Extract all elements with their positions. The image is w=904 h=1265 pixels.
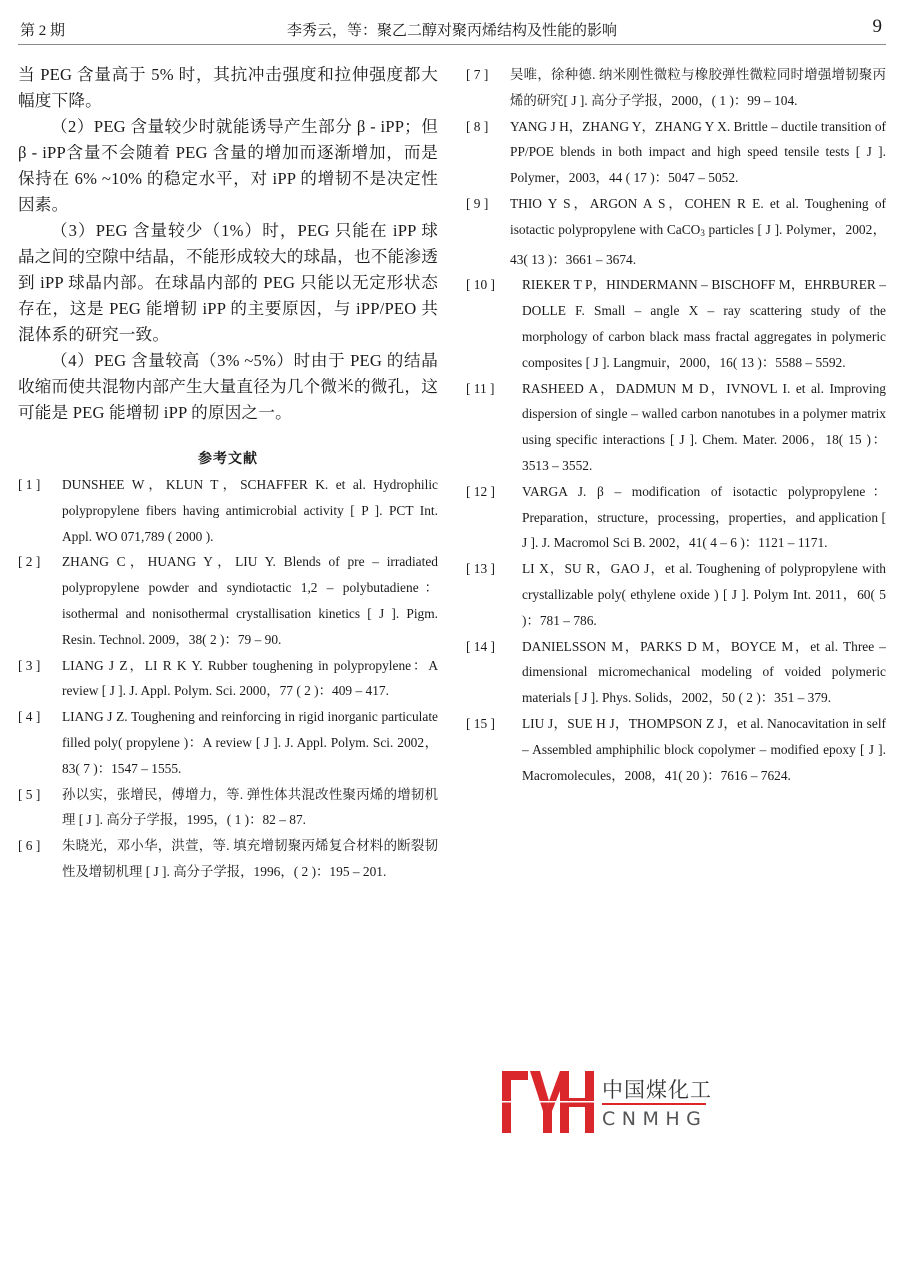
logo-name-cn: 中国煤化工 — [602, 1078, 712, 1102]
reference-text: YANG J H，ZHANG Y，ZHANG Y X. Brittle – ductile transition of PP/POE blends in both impact and high speed tensile tests [ J ]. Polymer，2003，44 ( 17 )：5047 – 5052. — [510, 118, 887, 186]
reference-number: [ 12 ] — [466, 483, 496, 499]
reference-number: [ 11 ] — [466, 380, 495, 396]
page-header — [18, 12, 886, 45]
reference-number: [ 6 ] — [18, 838, 41, 854]
left-column — [18, 62, 438, 885]
reference-item — [18, 549, 438, 652]
reference-text: RASHEED A，DADMUN M D，IVNOVL I. et al. Improving dispersion of single – walled carbon nanotubes in a polymer matrix using specific interactions [ J ]. Chem. Mater. 2006，18( 15 )：3513 – 3552. — [522, 380, 886, 473]
reference-item — [18, 472, 438, 549]
reference-item — [466, 479, 886, 556]
reference-item — [466, 376, 886, 479]
reference-number: [ 10 ] — [466, 277, 496, 293]
reference-number: [ 8 ] — [466, 118, 489, 134]
reference-number: [ 9 ] — [466, 195, 489, 211]
reference-item — [466, 62, 886, 114]
reference-number: [ 3 ] — [18, 657, 41, 673]
reference-text: LIANG J Z. Toughening and reinforcing in rigid inorganic particulate filled poly( propylene )：A review [ J ]. J. Appl. Polym. Sci. 2002，83( 7 )：1547 – 1555. — [62, 709, 438, 776]
subscript: 3 — [700, 227, 705, 238]
reference-text — [510, 196, 886, 267]
reference-text-part: particles [ J ]. Polymer，2002，43( 13 )：3661 – 3674. — [510, 221, 887, 267]
page-number: 9 — [872, 16, 882, 37]
reference-number: [ 7 ] — [466, 67, 489, 82]
reference-text: LIU J，SUE H J，THOMPSON Z J，et al. Nanocavitation in self – Assembled amphiphilic block copolymer – modified epoxy [ J ]. Macromolecules，2008，41( 20 )：7616 – 7624. — [522, 715, 886, 783]
reference-text: ZHANG C，HUANG Y，LIU Y. Blends of pre – irradiated polypropylene powder and syndiotactic 1,2 – polybutadiene：isothermal and nonisothermal crystallisation kinetics [ J ]. Pigm. Resin. Technol. 2009，38( 2 )：79 – 90. — [62, 554, 438, 647]
reference-item — [466, 114, 886, 191]
logo-name-en: CNMHG — [602, 1108, 708, 1130]
reference-item — [466, 634, 886, 711]
reference-number: [ 14 ] — [466, 638, 496, 654]
reference-number: [ 1 ] — [18, 477, 41, 492]
mh-monogram-icon — [502, 1071, 594, 1133]
references-heading: 参考文献 — [198, 451, 258, 467]
reference-text: RIEKER T P，HINDERMANN – BISCHOFF M，EHRBURER – DOLLE F. Small – angle X – ray scattering study of the morphology of carbon black mass fractal aggregates in polymeric composites [ J ]. Langmuir，2000，16( 13 )：5588 – 5592. — [522, 277, 886, 370]
publisher-logo — [502, 1071, 712, 1135]
reference-item — [18, 782, 438, 834]
reference-item — [466, 272, 886, 375]
reference-item — [18, 704, 438, 781]
reference-text: 朱晓光，邓小华，洪萱，等. 填充增韧聚丙烯复合材料的断裂韧性及增韧机理 [ J ]. 高分子学报，1996，( 2 )：195 – 201. — [62, 838, 438, 879]
running-title: 李秀云，等：聚乙二醇对聚丙烯结构及性能的影响 — [286, 23, 617, 39]
reference-text: LIANG J Z，LI R K Y. Rubber toughening in polypropylene：A review [ J ]. J. Appl. Polym. Sci. 2000，77 ( 2 )：409 – 417. — [62, 657, 438, 699]
issue-label: 第 2 期 — [20, 23, 66, 39]
reference-number: [ 2 ] — [18, 554, 41, 570]
reference-text: LI X，SU R，GAO J，et al. Toughening of polypropylene with crystallizable poly( ethylene oxide ) [ J ]. Polym Int. 2011，60( 5 )：781 – 786. — [522, 561, 886, 628]
reference-item — [466, 556, 886, 633]
reference-text: DANIELSSON M，PARKS D M，BOYCE M，et al. Three – dimensional micromechanical modeling of voided polymeric materials [ J ]. Phys. Solids，2002，50 ( 2 )：351 – 379. — [522, 638, 886, 706]
logo-divider — [602, 1103, 706, 1105]
reference-number: [ 13 ] — [466, 561, 496, 577]
body-paragraph: （2）PEG 含量较少时就能诱导产生部分 β - iPP；但β - iPP含量不会随着 PEG 含量的增加而逐渐增加，而是保持在 6% ~10% 的稳定水平，对 iPP 的增韧不是决定性因素。 — [18, 117, 438, 214]
reference-text: VARGA J. β – modification of isotactic polypropylene：Preparation，structure，processing，properties，and application [ J ]. J. Macromol Sci B. 2002，41( 4 – 6 )：1121 – 1171. — [522, 483, 886, 551]
reference-number: [ 15 ] — [466, 715, 496, 731]
reference-text: DUNSHEE W，KLUN T，SCHAFFER K. et al. Hydrophilic polypropylene fibers having antimicrobial activity [ P ]. PCT Int. Appl. WO 071,789 ( 2000 ). — [62, 477, 438, 544]
body-paragraph: （3）PEG 含量较少（1%）时，PEG 只能在 iPP 球晶之间的空隙中结晶，不能形成较大的球晶，也不能渗透到 iPP 球晶内部。在球晶内部的 PEG 只能以无定形状态存在，这是 PEG 能增韧 iPP 的主要原因，与 iPP/PEO 共混体系的研究一致。 — [18, 221, 438, 344]
reference-item — [18, 653, 438, 705]
right-column — [466, 62, 886, 788]
reference-item — [18, 833, 438, 885]
reference-item — [466, 191, 886, 272]
reference-text: 吴唯，徐种德. 纳米刚性微粒与橡胶弹性微粒同时增强增韧聚丙烯的研究[ J ]. 高分子学报，2000，( 1 )：99 – 104. — [510, 67, 886, 108]
reference-item — [466, 711, 886, 788]
body-paragraph: 当 PEG 含量高于 5% 时，其抗冲击强度和拉伸强度都大幅度下降。 — [18, 65, 438, 110]
reference-number: [ 5 ] — [18, 786, 41, 802]
body-paragraph: （4）PEG 含量较高（3% ~5%）时由于 PEG 的结晶收缩而使共混物内部产生大量直径为几个微米的微孔，这可能是 PEG 能增韧 iPP 的原因之一。 — [18, 351, 438, 422]
reference-number: [ 4 ] — [18, 709, 41, 725]
reference-text: 孙以实，张增民，傅增力，等. 弹性体共混改性聚丙烯的增韧机理 [ J ]. 高分子学报，1995，( 1 )：82 – 87. — [62, 786, 438, 828]
reference-text-part: THIO Y S，ARGON A S，COHEN R E. et al. Toughening of isotactic polypropylene with CaCO — [510, 195, 886, 237]
